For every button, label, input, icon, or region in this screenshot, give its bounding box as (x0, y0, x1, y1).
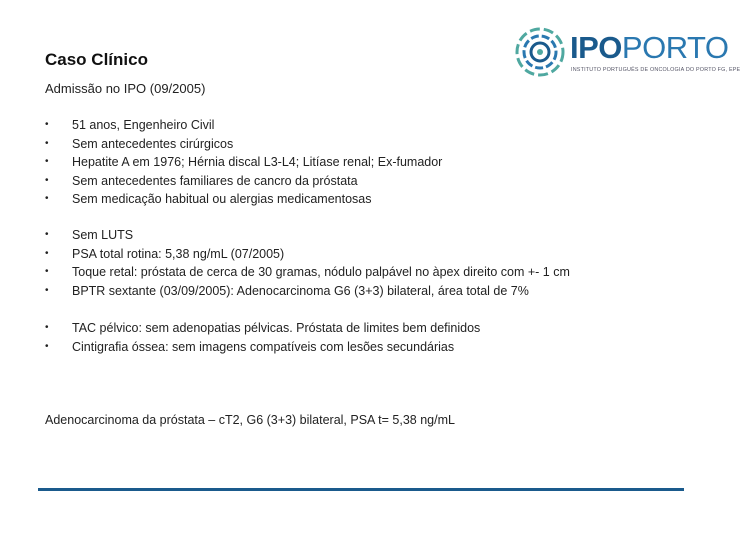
list-item (45, 226, 570, 245)
bullet-icon: • (45, 119, 49, 130)
list-item (45, 135, 442, 154)
list-item-text: PSA total rotina: 5,38 ng/mL (07/2005) (72, 246, 285, 261)
list-item-text: Sem medicação habitual ou alergias medicamentosas (72, 192, 372, 206)
logo-wordmark (570, 32, 729, 64)
ipo-porto-logo (514, 26, 740, 78)
bullet-icon: • (45, 266, 49, 277)
logo-tagline: INSTITUTO PORTUGUÊS DE ONCOLOGIA DO PORTO FG, EPE (571, 67, 740, 73)
bullet-icon: • (45, 156, 49, 167)
slide-title: Caso Clínico (45, 50, 148, 69)
slide-subtitle: Admissão no IPO (09/2005) (45, 81, 206, 96)
list-item-text: Sem antecedentes familiares de cancro da próstata (72, 173, 358, 188)
list-item (45, 282, 570, 301)
bullet-icon: • (45, 229, 49, 240)
logo-ipo-text: IPO (570, 30, 622, 65)
list-item (45, 153, 442, 172)
list-item (45, 116, 442, 135)
bullet-list-exam (45, 226, 570, 300)
list-item (45, 338, 480, 357)
bullet-icon: • (45, 137, 49, 149)
logo-emblem-icon (514, 26, 566, 78)
bullet-list-history (45, 116, 442, 209)
list-item-text: BPTR sextante (03/09/2005): Adenocarcinoma G6 (3+3) bilateral, área total de 7% (72, 283, 529, 298)
logo-porto-text: PORTO (621, 30, 729, 65)
bullet-icon: • (45, 247, 49, 259)
diagnosis-summary: Adenocarcinoma da próstata – cT2, G6 (3+3) bilateral, PSA t= 5,38 ng/mL (45, 413, 455, 427)
list-item (45, 190, 442, 209)
list-item-text: Toque retal: próstata de cerca de 30 gramas, nódulo palpável no àpex direito com +- 1 cm (72, 265, 570, 279)
list-item (45, 245, 570, 264)
bullet-icon: • (45, 322, 49, 333)
list-item-text: Cintigrafia óssea: sem imagens compatíveis com lesões secundárias (72, 339, 455, 354)
list-item-text: Sem LUTS (72, 228, 134, 242)
bullet-icon: • (45, 284, 49, 296)
list-item (45, 319, 480, 338)
bullet-icon: • (45, 174, 49, 186)
list-item-text: TAC pélvico: sem adenopatias pélvicas. Próstata de limites bem definidos (72, 321, 481, 335)
list-item-text: Sem antecedentes cirúrgicos (72, 136, 234, 151)
list-item (45, 263, 570, 282)
footer-divider (38, 488, 684, 491)
list-item (45, 172, 442, 191)
bullet-list-imaging (45, 319, 480, 356)
list-item-text: Hepatite A em 1976; Hérnia discal L3-L4; Litíase renal; Ex-fumador (72, 155, 443, 169)
bullet-icon: • (45, 340, 49, 352)
list-item-text: 51 anos, Engenheiro Civil (72, 118, 215, 132)
bullet-icon: • (45, 193, 49, 204)
